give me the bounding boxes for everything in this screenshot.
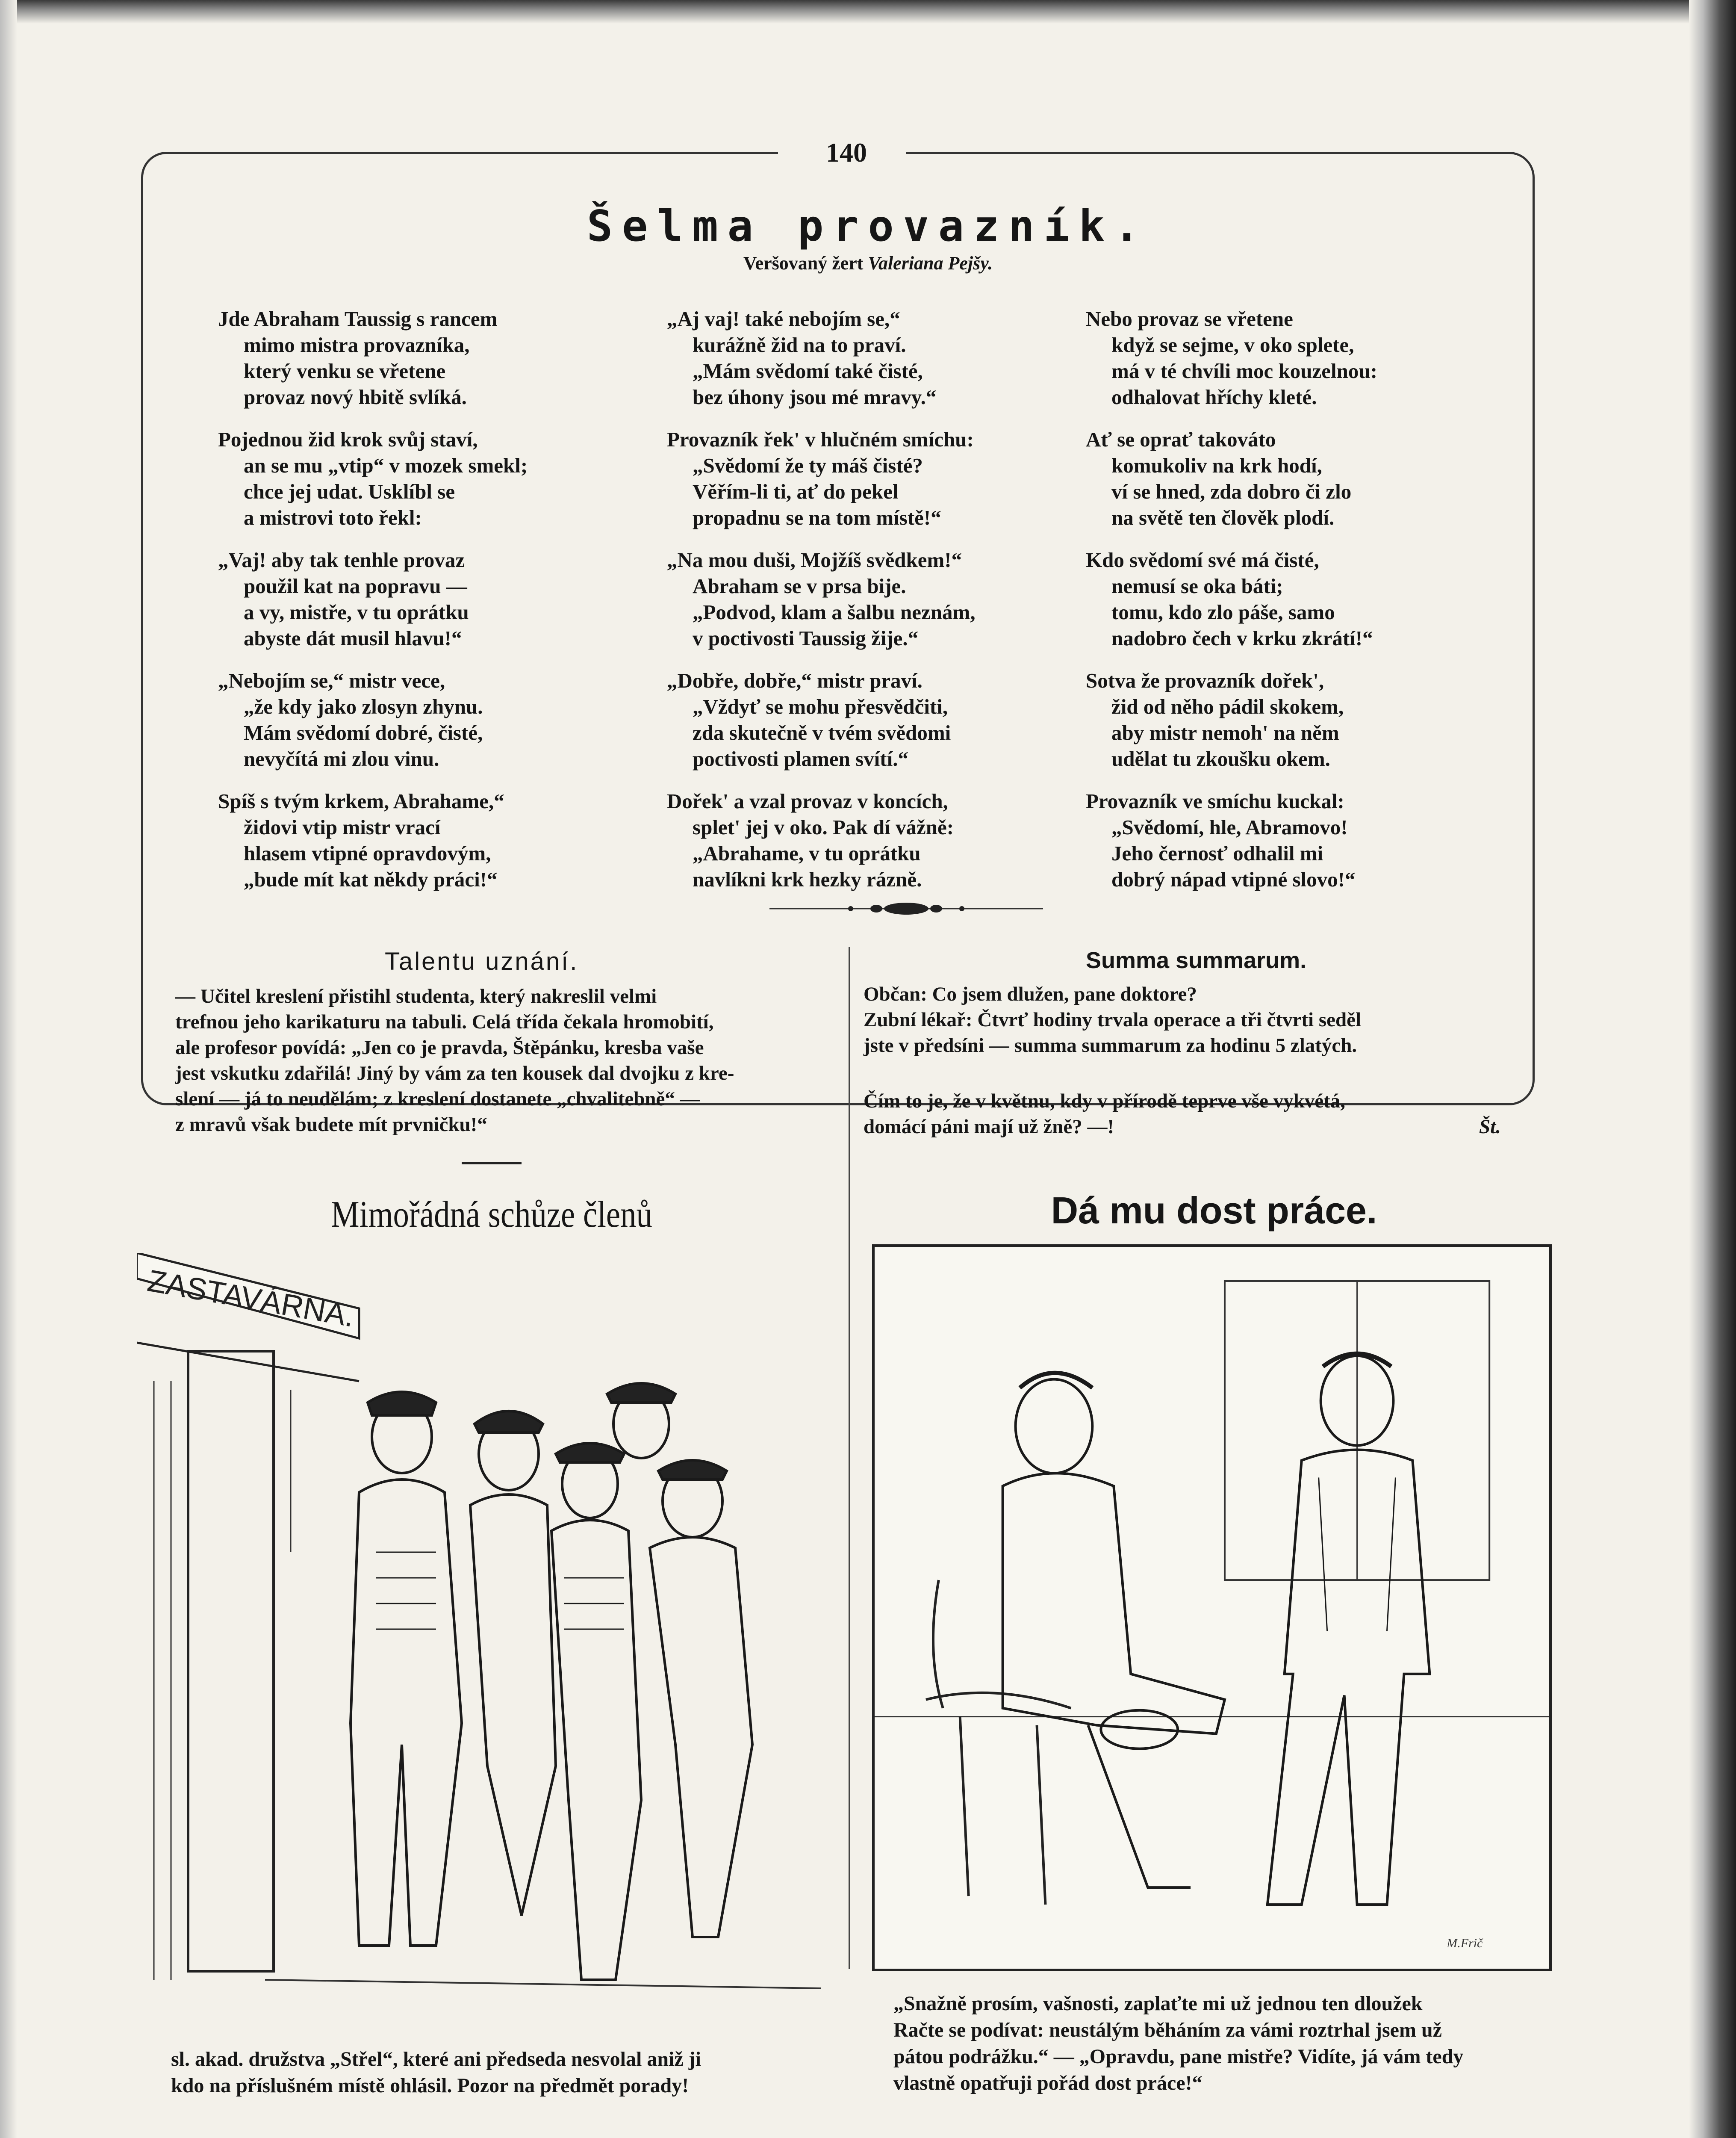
poem-line: provaz nový hbitě svlíká. xyxy=(244,385,467,409)
poem-line: „Svědomí že ty máš čisté? xyxy=(693,454,923,477)
poem-line: „Mám svědomí také čisté, xyxy=(693,359,923,383)
poem-stanza xyxy=(1086,667,1513,772)
poem-subtitle-author: Valeriana Pejšy. xyxy=(868,253,993,274)
poem-line: bez úhony jsou mé mravy.“ xyxy=(693,385,937,409)
poem-line: Spíš s tvým krkem, Abrahame,“ xyxy=(218,789,504,813)
poem-stanza xyxy=(218,426,645,531)
page-number: 140 xyxy=(826,137,867,168)
poem-stanza xyxy=(218,788,645,892)
summa-line: jste v předsíni — summa summarum za hodinu 5 zlatých. xyxy=(864,1034,1357,1057)
poem-line: když se sejme, v oko splete, xyxy=(1111,333,1354,357)
poem-stanza xyxy=(667,667,1094,772)
poem-stanza xyxy=(1086,788,1513,892)
poem-stanza xyxy=(218,667,645,772)
poem-subtitle-prefix: Veršovaný žert xyxy=(743,253,864,274)
poem-line: „Aj vaj! také nebojím se,“ xyxy=(667,307,900,331)
poem-column-2 xyxy=(667,306,1094,909)
talentu-line: z mravů však budete mít prvničku!“ xyxy=(175,1113,487,1136)
poem-line: „Vždyť se mohu přesvědčiti, xyxy=(693,695,948,718)
poem-stanza xyxy=(667,426,1094,531)
poem-line: „Dobře, dobře,“ mistr praví. xyxy=(667,669,923,692)
poem-line: Pojednou žid krok svůj staví, xyxy=(218,428,478,451)
talentu-end-rule xyxy=(462,1162,522,1164)
cartoon-right-illustration xyxy=(872,1244,1552,1971)
poem-line: Jde Abraham Taussig s rancem xyxy=(218,307,498,331)
summa-heading: Summa summarum. xyxy=(1086,948,1307,973)
poem-line: Nebo provaz se vřetene xyxy=(1086,307,1293,331)
poem-line: „Abrahame, v tu oprátku xyxy=(693,842,921,865)
talentu-body xyxy=(175,983,834,1137)
poem-line: „že kdy jako zlosyn zhynu. xyxy=(244,695,483,718)
poem-stanza xyxy=(218,547,645,651)
poem-line: Provazník řek' v hlučném smíchu: xyxy=(667,428,974,451)
summa-joke xyxy=(864,1088,1530,1140)
poem-line: žid od něho pádil skokem, xyxy=(1111,695,1344,718)
summa-signature: Št. xyxy=(1479,1116,1501,1138)
cartoon-right-artist: M.Frič xyxy=(1447,1936,1483,1950)
poem-line: nevyčítá mi zlou vinu. xyxy=(244,747,439,771)
poem-line: a mistrovi toto řekl: xyxy=(244,506,422,529)
poem-line: „Vaj! aby tak tenhle provaz xyxy=(218,548,465,572)
scan-edge-top xyxy=(0,0,1736,24)
poem-line: zda skutečně v tvém svědomi xyxy=(693,721,951,744)
poem-line: tomu, kdo zlo páše, samo xyxy=(1111,600,1335,624)
column-divider xyxy=(849,947,850,1969)
poem-column-1 xyxy=(218,306,645,909)
poem-line: „Svědomí, hle, Abramovo! xyxy=(1111,815,1348,839)
pawnshop-sign-text: ZASTAVÁRNA. xyxy=(145,1264,357,1334)
poem-line: navlíkni krk hezky rázně. xyxy=(693,868,922,891)
poem-line: Dořek' a vzal provaz v koncích, xyxy=(667,789,948,813)
poem-line: „Podvod, klam a šalbu neznám, xyxy=(693,600,976,624)
poem-line: použil kat na popravu — xyxy=(244,574,467,598)
poem-line: Abraham se v prsa bije. xyxy=(693,574,906,598)
poem-line: a vy, mistře, v tu oprátku xyxy=(244,600,469,624)
caption-line: sl. akad. družstva „Střel“, které ani předseda nesvolal aniž ji xyxy=(171,2048,701,2070)
caption-line: Račte se podívat: neustálým běháním za vámi roztrhal jsem už xyxy=(893,2019,1442,2041)
poem-line: abyste dát musil hlavu!“ xyxy=(244,626,462,650)
caption-line: vlastně opatřuji pořád dost práce!“ xyxy=(893,2072,1203,2094)
poem-stanza xyxy=(1086,426,1513,531)
talentu-heading: Talentu uznání. xyxy=(385,948,579,975)
summa-joke-line: Čím to je, že v květnu, kdy v přírodě teprve vše vykvétá, xyxy=(864,1090,1345,1112)
poem-line: poctivosti plamen svítí.“ xyxy=(693,747,908,771)
ornament-divider xyxy=(769,900,1043,917)
summa-body xyxy=(864,981,1530,1058)
poem-subtitle xyxy=(0,252,1736,274)
talentu-line: ale profesor povídá: „Jen co je pravda, Štěpánku, kresba vaše xyxy=(175,1037,704,1059)
poem-line: Ať se oprať takováto xyxy=(1086,428,1276,451)
poem-line: Jeho černosť odhalil mi xyxy=(1111,842,1323,865)
talentu-line: jest vskutku zdařilá! Jiný by vám za ten kousek dal dvojku z kre- xyxy=(175,1062,734,1084)
poem-line: ví se hned, zda dobro či zlo xyxy=(1111,480,1352,503)
poem-line: nemusí se oka báti; xyxy=(1111,574,1283,598)
poem-line: odhalovat hříchy kleté. xyxy=(1111,385,1317,409)
poem-line: „bude mít kat někdy práci!“ xyxy=(244,868,498,891)
poem-line: „Nebojím se,“ mistr vece, xyxy=(218,669,445,692)
poem-line: kurážně žid na to praví. xyxy=(693,333,906,357)
summa-joke-line: domácí páni mají už žně? —! xyxy=(864,1116,1114,1138)
cartoon-left-title: Mimořádná schůze členů xyxy=(331,1194,652,1235)
talentu-line: slení — já to neudělám; z kreslení dostanete „chvalitebně“ — xyxy=(175,1088,700,1110)
poem-line: má v té chvíli moc kouzelnou: xyxy=(1111,359,1377,383)
cartoon-left-illustration xyxy=(137,1253,846,2040)
poem-stanza xyxy=(1086,306,1513,410)
poem-line: udělat tu zkoušku okem. xyxy=(1111,747,1330,771)
poem-line: židovi vtip mistr vrací xyxy=(244,815,441,839)
poem-line: splet' jej v oko. Pak dí vážně: xyxy=(693,815,954,839)
poem-line: „Na mou duši, Mojžíš svědkem!“ xyxy=(667,548,962,572)
summa-line: Občan: Co jsem dlužen, pane doktore? xyxy=(864,983,1197,1005)
cartoon-right-caption xyxy=(893,1990,1552,2097)
poem-line: Kdo svědomí své má čisté, xyxy=(1086,548,1319,572)
poem-line: v poctivosti Taussig žije.“ xyxy=(693,626,919,650)
poem-title: Šelma provazník. xyxy=(587,201,1149,251)
poem-line: Mám svědomí dobré, čisté, xyxy=(244,721,483,744)
caption-line: „Snažně prosím, vašnosti, zaplaťte mi už jednou ten dloužek xyxy=(893,1992,1423,2015)
poem-line: propadnu se na tom místě!“ xyxy=(693,506,941,529)
poem-line: který venku se vřetene xyxy=(244,359,446,383)
caption-line: pátou podrážku.“ — „Opravdu, pane mistře? Vidíte, já vám tedy xyxy=(893,2045,1464,2068)
poem-line: na světě ten člověk plodí. xyxy=(1111,506,1335,529)
caption-line: kdo na příslušném místě ohlásil. Pozor na předmět porady! xyxy=(171,2074,689,2097)
poem-column-3 xyxy=(1086,306,1513,909)
poem-line: hlasem vtipné opravdovým, xyxy=(244,842,491,865)
talentu-line: trefnou jeho karikaturu na tabuli. Celá třída čekala hromobití, xyxy=(175,1011,714,1033)
poem-stanza xyxy=(1086,547,1513,651)
poem-line: chce jej udat. Usklíbl se xyxy=(244,480,455,503)
poem-line: aby mistr nemoh' na něm xyxy=(1111,721,1339,744)
poem-line: an se mu „vtip“ v mozek smekl; xyxy=(244,454,528,477)
talentu-line: — Učitel kreslení přistihl studenta, který nakreslil velmi xyxy=(175,985,657,1007)
poem-line: dobrý nápad vtipné slovo!“ xyxy=(1111,868,1356,891)
poem-stanza xyxy=(667,547,1094,651)
poem-line: komukoliv na krk hodí, xyxy=(1111,454,1322,477)
scan-edge-right xyxy=(1689,0,1736,2138)
poem-line: nadobro čech v krku zkrátí!“ xyxy=(1111,626,1373,650)
poem-line: Věřím-li ti, ať do pekel xyxy=(693,480,899,503)
poem-stanza xyxy=(667,306,1094,410)
poem-stanza xyxy=(218,306,645,410)
scan-edge-left xyxy=(0,0,17,2138)
poem-line: Provazník ve smíchu kuckal: xyxy=(1086,789,1344,813)
summa-line: Zubní lékař: Čtvrť hodiny trvala operace a tři čtvrti seděl xyxy=(864,1009,1362,1031)
poem-stanza xyxy=(667,788,1094,892)
cartoon-left-caption xyxy=(171,2046,838,2099)
poem-line: mimo mistra provazníka, xyxy=(244,333,470,357)
poem-line: Sotva že provazník dořek', xyxy=(1086,669,1324,692)
cartoon-right-title: Dá mu dost práce. xyxy=(1051,1189,1377,1231)
